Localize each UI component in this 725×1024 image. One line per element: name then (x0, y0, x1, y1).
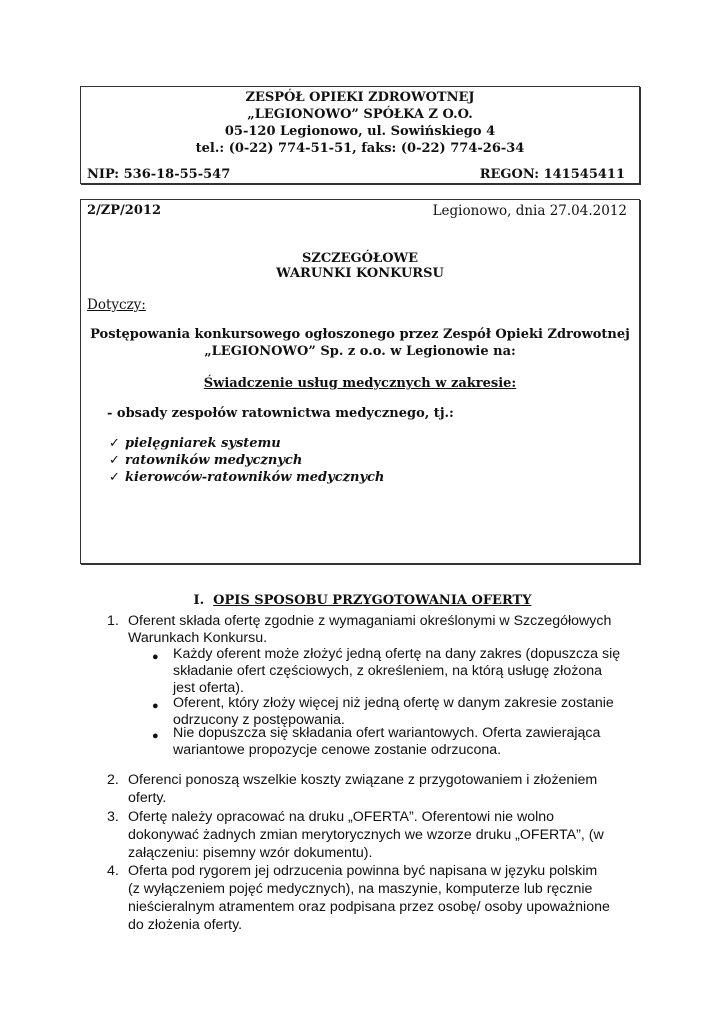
reference-number: 2/ZP/2012 (87, 203, 161, 218)
paragraph-line: Nie dopuszcza się składania ofert wariantowych. Oferta zawierająca (173, 725, 601, 741)
company-header-box (80, 86, 640, 184)
bullet-icon: ● (152, 651, 159, 663)
paragraph-line: Oferent, który złoży więcej niż jedną ofertę w danym zakresie zostanie (173, 695, 614, 711)
paragraph-line: nieścieralnym atramentem oraz podpisana przez osobę/ osoby upoważnione (128, 899, 610, 915)
paragraph-line: Ofertę należy opracować na druku „OFERTA”. Oferentowi nie wolno (128, 809, 555, 825)
regarding-label: Dotyczy: (87, 297, 146, 313)
paragraph-line: załączeniu: pisemny wzór dokumentu). (128, 845, 373, 861)
service-line-wrap (81, 376, 639, 391)
checkmark-icon: ✓ (109, 470, 120, 485)
paragraph-line: oferty. (128, 790, 167, 806)
paragraph-line: dokonywać żadnych zmian merytorycznych we wzorze druku „OFERTA”, (w (128, 827, 604, 843)
competition-info-box (80, 199, 640, 564)
item-number: 1. (107, 613, 119, 629)
bullet-icon: ● (152, 700, 159, 712)
company-phone: tel.: (0-22) 774-51-51, faks: (0-22) 774-26-34 (195, 141, 525, 156)
subject-line1: Postępowania konkursowego ogłoszonego przez Zespół Opieki Zdrowotnej (90, 327, 630, 342)
checklist-item (109, 436, 281, 451)
paragraph-line: Oferent składa ofertę zgodnie z wymaganiami określonymi w Szczegółowych (128, 613, 612, 629)
company-name-line: ZESPÓŁ OPIEKI ZDROWOTNEJ (245, 90, 475, 105)
section-title: OPIS SPOSOBU PRZYGOTOWANIA OFERTY (213, 593, 532, 608)
nip-number: NIP: 536-18-55-547 (87, 167, 231, 182)
company-address: 05-120 Legionowo, ul. Sowińskiego 4 (224, 124, 496, 139)
team-staffing-line: - obsady zespołów ratownictwa medycznego, tj.: (107, 406, 454, 421)
paragraph-line: składanie ofert częściowych, z określeniem, na którą usługę złożona (173, 663, 602, 679)
item-number: 2. (107, 772, 119, 788)
subject-line2: „LEGIONOWO” Sp. z o.o. w Legionowie na: (204, 344, 516, 359)
company-legal-name: „LEGIONOWO” SPÓŁKA Z O.O. (247, 107, 473, 122)
checkmark-icon: ✓ (109, 453, 120, 468)
section-heading (0, 593, 725, 608)
paragraph-line: Oferenci ponoszą wszelkie koszty związane z przygotowaniem i złożeniem (128, 772, 598, 788)
paragraph-line: Każdy oferent może złożyć jedną ofertę na dany zakres (dopuszcza się (173, 646, 621, 662)
paragraph-line: wariantowe propozycje cenowe zostanie odrzucona. (173, 742, 502, 758)
checklist-item-label: ratowników medycznych (125, 453, 303, 468)
doc-title-line1: SZCZEGÓŁOWE (301, 251, 419, 266)
paragraph-line: Oferta pod rygorem jej odrzucenia powinna być napisana w języku polskim (128, 863, 598, 879)
item-number: 3. (107, 809, 119, 825)
service-heading: Świadczenie usług medycznych w zakresie: (203, 376, 517, 391)
checkmark-icon: ✓ (109, 436, 120, 451)
document-date: Legionowo, dnia 27.04.2012 (432, 203, 627, 219)
section-numeral: I. (193, 593, 205, 608)
paragraph-line: (z wyłączeniem pojęć medycznych), na maszynie, komputerze lub ręcznie (128, 881, 593, 897)
paragraph-line: jest oferta). (173, 680, 244, 696)
checklist-item-label: pielęgniarek systemu (125, 436, 281, 451)
regon-number: REGON: 141545411 (479, 167, 625, 182)
item-number: 4. (107, 863, 119, 879)
paragraph-line: do złożenia oferty. (128, 917, 243, 933)
checklist-item (109, 470, 384, 485)
bullet-icon: ● (152, 730, 159, 742)
doc-title-line2: WARUNKI KONKURSU (276, 266, 444, 281)
paragraph-line: odrzucony z postępowania. (173, 712, 345, 728)
checklist-item-label: kierowców-ratowników medycznych (125, 470, 385, 485)
checklist-item (109, 453, 302, 468)
paragraph-line: Warunkach Konkursu. (128, 630, 268, 646)
